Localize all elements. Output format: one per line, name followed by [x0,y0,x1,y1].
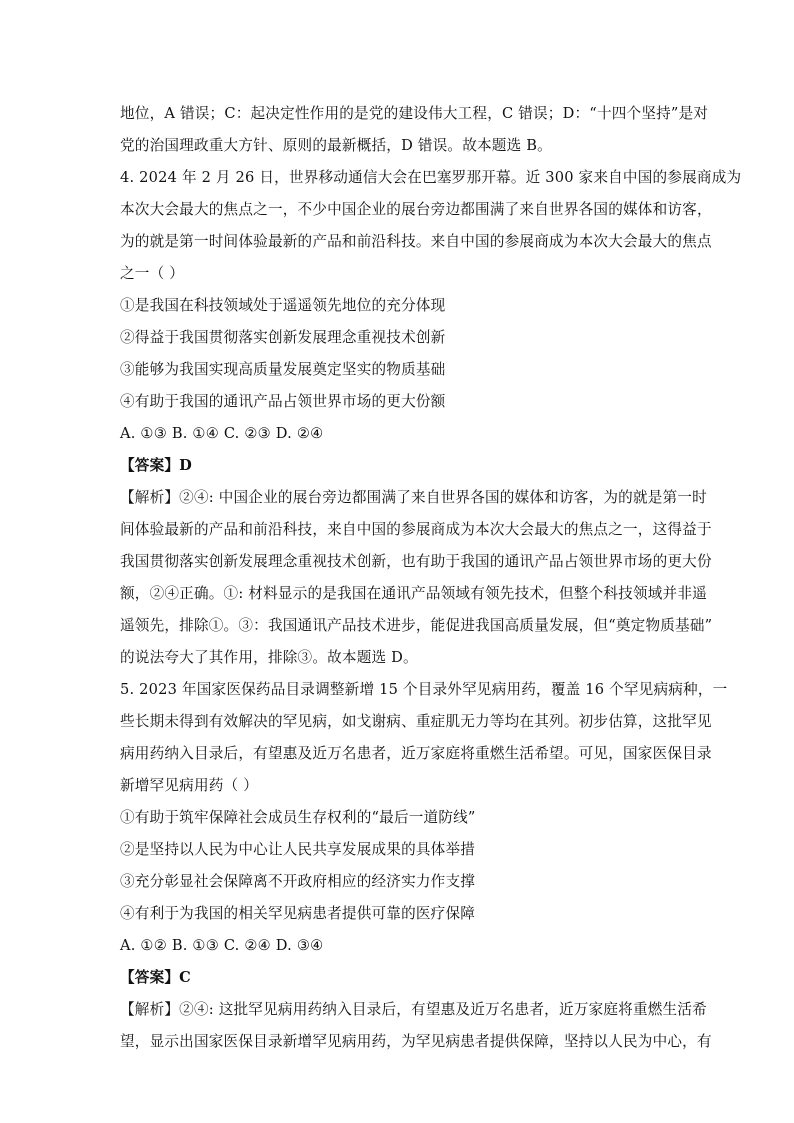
answer-label: 【答案】D [120,457,193,474]
option-item: ①是我国在科技领域处于遥遥领先地位的充分体现 [120,297,446,314]
analysis-text: 额，②④正确。①: 材料显示的是我国在通讯产品领域有领先技术，但整个科技领域并非遥 [120,585,707,602]
option-item: ②得益于我国贯彻落实创新发展理念重视技术创新 [120,329,446,346]
answer-choices: A. ①② B. ①③ C. ②④ D. ③④ [120,937,324,954]
question-4-stem: 4. 2024 年 2 月 26 日，世界移动通信大会在巴塞罗那开幕。近 300 家来自中国的参展商成为 [120,169,742,186]
text-line: 病用药纳入目录后，有望惠及近万名患者，近万家庭将重燃生活希望。可见，国家医保目录 [120,745,712,762]
answer-choices: A. ①③ B. ①④ C. ②③ D. ②④ [120,425,324,442]
analysis-text: 遥领先，排除①。③：我国通讯产品技术进步，能促进我国高质量发展，但“奠定物质基础” [120,617,713,634]
text-line: 为的就是第一时间体验最新的产品和前沿科技。来自中国的参展商成为本次大会最大的焦点 [120,233,712,250]
text-line: 新增罕见病用药（ ） [120,777,258,794]
answer-label: 【答案】C [120,969,191,986]
analysis-text: 间体验最新的产品和前沿科技，来自中国的参展商成为本次大会最大的焦点之一，这得益于 [120,521,712,538]
analysis-text: 我国贯彻落实创新发展理念重视技术创新，也有助于我国的通讯产品占领世界市场的更大份 [120,553,712,570]
option-item: ④有助于我国的通讯产品占领世界市场的更大份额 [120,393,446,410]
option-item: ③充分彰显社会保障离不开政府相应的经济实力作支撑 [120,873,476,890]
text-line: 党的治国理政重大方针、原则的最新概括，D 错误。故本题选 B。 [120,137,552,154]
question-5-stem: 5. 2023 年国家医保药品目录调整新增 15 个目录外罕见病用药，覆盖 16 个罕见病病种，一 [120,681,728,698]
text-line: 本次大会最大的焦点之一，不少中国企业的展台旁边都围满了来自世界各国的媒体和访客， [120,201,712,218]
analysis-text: 的说法夸大了其作用，排除③。故本题选 D。 [120,649,418,666]
text-line: 之一（ ） [120,265,185,282]
text-line: 些长期未得到有效解决的罕见病，如戈谢病、重症肌无力等均在其列。初步估算，这批罕见 [120,713,712,730]
text-line: 地位，A 错误；C：起决定性作用的是党的建设伟大工程，C 错误；D：“十四个坚持”是对 [120,105,709,122]
option-item: ③能够为我国实现高质量发展奠定坚实的物质基础 [120,361,446,378]
option-item: ②是坚持以人民为中心让人民共享发展成果的具体举措 [120,841,476,858]
option-item: ④有利于为我国的相关罕见病患者提供可靠的医疗保障 [120,905,476,922]
option-item: ①有助于筑牢保障社会成员生存权利的“最后一道防线” [120,809,476,826]
analysis-text: 【解析】②④: 这批罕见病用药纳入目录后，有望惠及近万名患者，近万家庭将重燃生活希 [120,1001,707,1018]
analysis-text: 【解析】②④: 中国企业的展台旁边都围满了来自世界各国的媒体和访客，为的就是第一时 [120,489,707,506]
analysis-text: 望，显示出国家医保目录新增罕见病用药，为罕见病患者提供保障，坚持以人民为中心，有 [120,1033,712,1050]
